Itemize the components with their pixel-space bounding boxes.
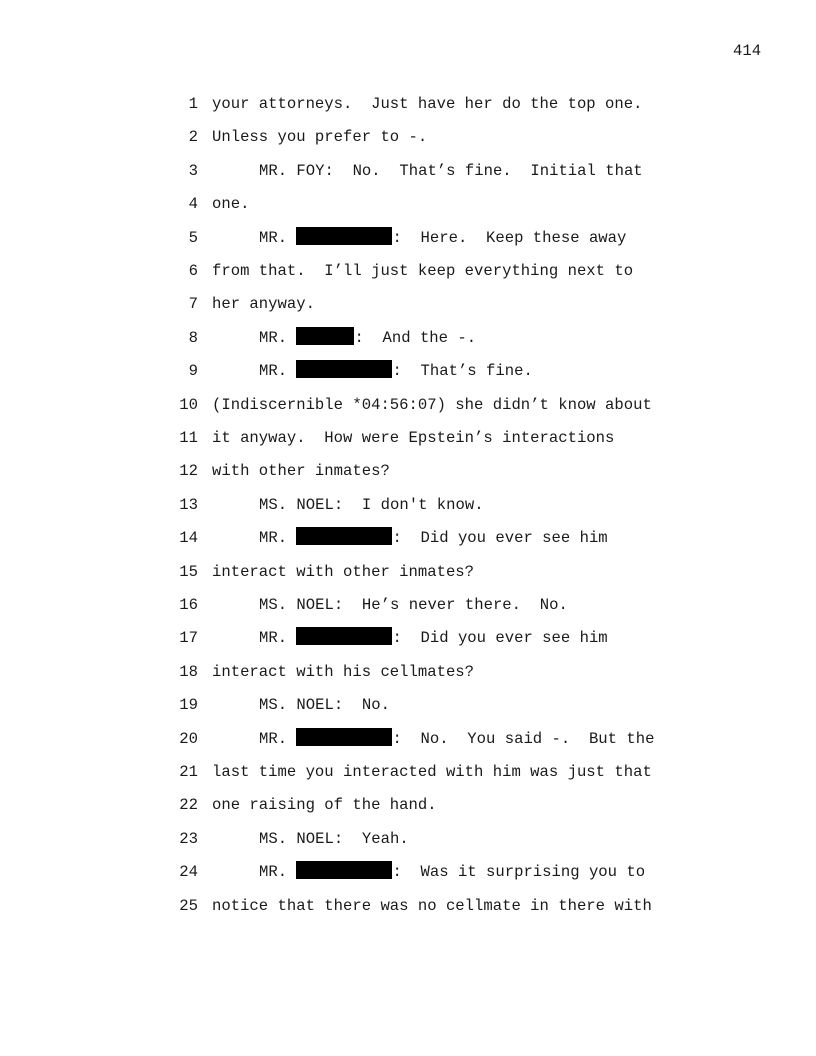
speaker-prefix: MR. [259, 362, 297, 380]
speaker-prefix: MR. [259, 863, 297, 881]
line-number: 14 [179, 529, 198, 547]
spoken-text: her anyway. [212, 295, 315, 313]
line-number: 4 [188, 195, 198, 213]
spoken-text: : Did you ever see him [392, 529, 608, 547]
speaker-prefix: MR. [259, 629, 297, 647]
line-text [212, 92, 642, 116]
line-text [212, 159, 643, 183]
line-number: 6 [188, 262, 198, 280]
spoken-text: MS. NOEL: No. [259, 696, 391, 714]
spoken-text: from that. I’ll just keep everything next to [212, 262, 634, 280]
redaction-box [296, 627, 392, 645]
line-text [212, 326, 476, 350]
line-text [212, 626, 608, 650]
speaker-prefix: MR. [259, 529, 297, 547]
line-number: 9 [188, 362, 198, 380]
line-number: 23 [179, 830, 198, 848]
speaker-prefix: MR. [259, 329, 297, 347]
spoken-text: MS. NOEL: Yeah. [259, 830, 409, 848]
spoken-text: one. [212, 195, 250, 213]
line-text [212, 526, 608, 550]
redaction-box [296, 728, 392, 746]
line-number: 24 [179, 863, 198, 881]
line-text [212, 760, 652, 784]
line-number: 17 [179, 629, 198, 647]
spoken-text: interact with his cellmates? [212, 663, 475, 681]
line-number: 19 [179, 696, 198, 714]
spoken-text: : And the -. [354, 329, 477, 347]
line-text [212, 493, 484, 517]
speaker-prefix: MR. [259, 730, 297, 748]
spoken-text: : No. You said -. But the [392, 730, 655, 748]
spoken-text: MR. FOY: No. That’s fine. Initial that [259, 162, 643, 180]
line-text [212, 860, 645, 884]
line-text [212, 226, 626, 250]
spoken-text: Unless you prefer to -. [212, 128, 428, 146]
line-number: 13 [179, 496, 198, 514]
line-number: 2 [188, 128, 198, 146]
redaction-box [296, 327, 354, 345]
line-number: 12 [179, 462, 198, 480]
spoken-text: your attorneys. Just have her do the top one. [212, 95, 643, 113]
line-number: 11 [179, 429, 198, 447]
line-text [212, 125, 427, 149]
line-text [212, 727, 654, 751]
line-text [212, 359, 533, 383]
redaction-box [296, 527, 392, 545]
line-number: 21 [179, 763, 198, 781]
line-number: 8 [188, 329, 198, 347]
line-text [212, 459, 390, 483]
line-text [212, 192, 249, 216]
spoken-text: last time you interacted with him was just that [212, 763, 652, 781]
page-number: 414 [733, 42, 762, 60]
line-text [212, 894, 652, 918]
line-text [212, 827, 409, 851]
spoken-text: : That’s fine. [392, 362, 533, 380]
line-text [212, 593, 568, 617]
line-number: 15 [179, 563, 198, 581]
spoken-text: MS. NOEL: He’s never there. No. [259, 596, 568, 614]
redaction-box [296, 227, 392, 245]
spoken-text: interact with other inmates? [212, 563, 475, 581]
line-number: 3 [188, 162, 198, 180]
spoken-text: : Was it surprising you to [392, 863, 646, 881]
redaction-box [296, 360, 392, 378]
spoken-text: it anyway. How were Epstein’s interactions [212, 429, 615, 447]
line-number: 7 [188, 295, 198, 313]
speaker-prefix: MR. [259, 229, 297, 247]
line-text [212, 292, 315, 316]
line-number: 18 [179, 663, 198, 681]
line-text [212, 393, 652, 417]
line-text [212, 426, 614, 450]
line-text [212, 693, 390, 717]
line-number: 20 [179, 730, 198, 748]
spoken-text: (Indiscernible *04:56:07) she didn’t know about [212, 396, 652, 414]
redaction-box [296, 861, 392, 879]
spoken-text: notice that there was no cellmate in there with [212, 897, 652, 915]
line-text [212, 560, 474, 584]
spoken-text: : Did you ever see him [392, 629, 608, 647]
line-number: 25 [179, 897, 198, 915]
line-number: 16 [179, 596, 198, 614]
line-text [212, 259, 633, 283]
line-number: 1 [188, 95, 198, 113]
line-text [212, 660, 474, 684]
line-number: 22 [179, 796, 198, 814]
line-number: 10 [179, 396, 198, 414]
line-text [212, 793, 437, 817]
spoken-text: with other inmates? [212, 462, 390, 480]
spoken-text: MS. NOEL: I don't know. [259, 496, 484, 514]
spoken-text: one raising of the hand. [212, 796, 437, 814]
spoken-text: : Here. Keep these away [392, 229, 627, 247]
line-number: 5 [188, 229, 198, 247]
